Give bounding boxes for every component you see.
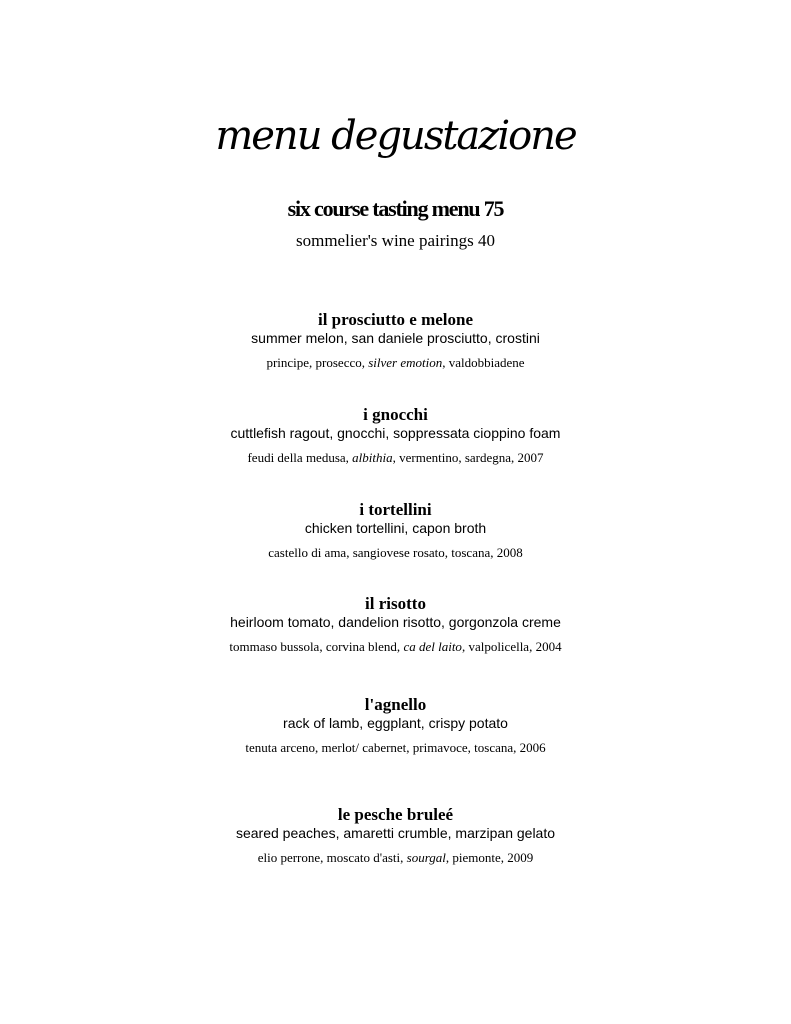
wine-text: , valdobbiadene: [442, 355, 525, 370]
wine-pairings-price: sommelier's wine pairings 40: [295, 231, 495, 250]
wine-pairing: [0, 850, 791, 866]
wine-label: sourgal: [406, 850, 446, 865]
course-description: heirloom tomato, dandelion risotto, gorgonzola creme: [230, 614, 561, 630]
wine-text: tenuta arceno, merlot/ cabernet, primavoce, toscana, 2006: [245, 740, 546, 755]
wine-label: albithia: [352, 450, 393, 465]
wine-text: principe, prosecco,: [266, 355, 369, 370]
course-tortellini: [0, 500, 791, 561]
wine-text: , vermentino, sardegna, 2007: [392, 450, 544, 465]
wine-pairing: [0, 450, 791, 466]
course-description: rack of lamb, eggplant, crispy potato: [283, 715, 508, 731]
wine-text: feudi della medusa,: [247, 450, 353, 465]
wine-text: , piemonte, 2009: [445, 850, 534, 865]
course-name: le pesche bruleé: [337, 805, 454, 824]
course-name: il risotto: [365, 594, 426, 613]
course-description: summer melon, san daniele prosciutto, crostini: [251, 330, 540, 346]
course-agnello: [0, 695, 791, 756]
course-name: i tortellini: [359, 500, 432, 519]
wine-text: , valpolicella, 2004: [461, 639, 562, 654]
course-description: seared peaches, amaretti crumble, marzipan gelato: [235, 825, 556, 841]
wine-pairing: [0, 740, 791, 756]
course-description: cuttlefish ragout, gnocchi, soppressata cioppino foam: [230, 425, 561, 441]
course-name: il prosciutto e melone: [317, 310, 474, 329]
course-prosciutto: [0, 310, 791, 371]
wine-text: tommaso bussola, corvina blend,: [229, 639, 404, 654]
menu-title: menu degustazione: [215, 113, 576, 159]
wine-pairing: [0, 639, 791, 655]
wine-label: ca del laito: [403, 639, 462, 654]
course-risotto: [0, 594, 791, 655]
course-description: chicken tortellini, capon broth: [304, 520, 487, 536]
course-name: l'agnello: [364, 695, 427, 714]
tasting-menu-price: six course tasting menu 75: [287, 196, 504, 221]
wine-text: elio perrone, moscato d'asti,: [257, 850, 407, 865]
wine-pairing: [0, 355, 791, 371]
wine-label: silver emotion: [368, 355, 443, 370]
course-pesche: [0, 805, 791, 866]
wine-pairing: [0, 545, 791, 561]
course-gnocchi: [0, 405, 791, 466]
course-name: i gnocchi: [363, 405, 428, 424]
wine-text: castello di ama, sangiovese rosato, toscana, 2008: [268, 545, 523, 560]
